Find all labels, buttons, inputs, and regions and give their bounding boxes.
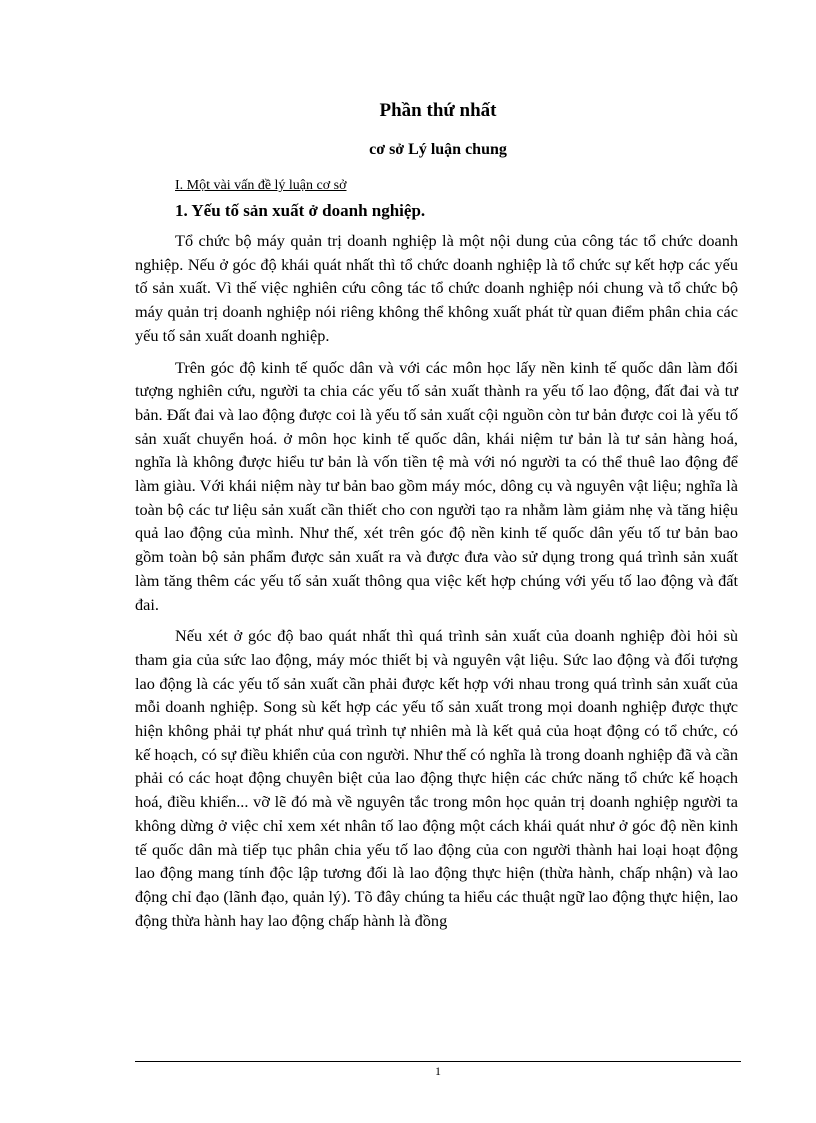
body-text <box>135 229 738 940</box>
page-title: Phần thứ nhất <box>379 100 497 121</box>
sub-heading: 1. Yếu tố sản xuất ở doanh nghiệp. <box>175 201 426 220</box>
section-heading: I. Một vài vấn đề lý luận cơ sở <box>175 178 347 193</box>
footer-divider <box>135 1061 741 1062</box>
page-number: 1 <box>435 1064 441 1078</box>
paragraph: Tổ chức bộ máy quản trị doanh nghiệp là một nội dung của công tác tổ chức doanh nghiệp. Nếu ở góc độ khái quát nhất thì tổ chức doanh nghiệp là tổ chức sự kết hợp các yếu tố sản xuất. Vì thế việc nghiên cứu công tác tổ chức doanh nghiệp nói chung và tổ chức bộ máy quản trị doanh nghiệp nói riêng không thể không xuất phát từ quan điểm phân chia các yếu tố sản xuất doanh nghiệp. <box>135 231 738 345</box>
paragraph: Trên góc độ kinh tế quốc dân và với các môn học lấy nền kinh tế quốc dân làm đối tượng nghiên cứu, người ta chia các yếu tố sản xuất thành ra yếu tố lao động, đất đai và tư bản. Đất đai và lao động được coi là yếu tố sản xuất cội nguồn còn tư bản được coi là yếu tố sản xuất chuyển hoá. ở môn học kinh tế quốc dân, khái niệm tư bản là tư sản hàng hoá, nghĩa là không được hiểu tư bản là vốn tiền tệ mà với nó người ta có thể thuê lao động để làm giàu. Với khái niệm này tư bản bao gồm máy móc, dông cụ và nguyên vật liệu; nghĩa là toàn bộ các tư liệu sản xuất cần thiết cho con người tạo ra nhằm làm giảm nhẹ và tăng hiệu quả lao động của mình. Như thế, xét trên góc độ nền kinh tế quốc dân yếu tố tư bản bao gồm toàn bộ sản phẩm được sản xuất ra và được đưa vào sử dụng trong quá trình sản xuất làm tăng thêm các yếu tố sản xuất thông qua việc kết hợp chúng với yếu tố lao động và đất đai. <box>135 357 738 614</box>
paragraph: Nếu xét ở góc độ bao quát nhất thì quá trình sản xuất của doanh nghiệp đòi hỏi sù tham gia của sức lao động, máy móc thiết bị và nguyên vật liệu. Sức lao động và đối tượng lao động là các yếu tố sản xuất cần phải được kết hợp với nhau trong quá trình sản xuất của mỗi doanh nghiệp. Song sù kết hợp các yếu tố sản xuất trong mọi doanh nghiệp được thực hiện không phải tự phát như quá trình tự nhiên mà là kết quả của hoạt động có tổ chức, có kế hoạch, có sự điều khiển của con người. Như thế có nghĩa là trong doanh nghiệp đã và cần phải có các hoạt động chuyên biệt của lao động thực hiện các chức năng tổ chức kế hoạch hoá, điều khiển... vỡ lẽ đó mà về nguyên tắc trong môn học quản trị doanh nghiệp người ta không dừng ở việc chỉ xem xét nhân tố lao động một cách khái quát như ở góc độ nền kinh tế quốc dân mà tiếp tục phân chia yếu tố lao động của con người thành hai loại hoạt động lao động mang tính độc lập tương đối là lao động thực hiện (thừa hành, chấp nhận) và lao động chỉ đạo (lãnh đạo, quản lý). Tõ đây chúng ta hiểu các thuật ngữ lao động thực hiện, lao động thừa hành hay lao động chấp hành là đồng <box>135 626 738 930</box>
page-subtitle: cơ sở Lý luận chung <box>369 141 507 158</box>
